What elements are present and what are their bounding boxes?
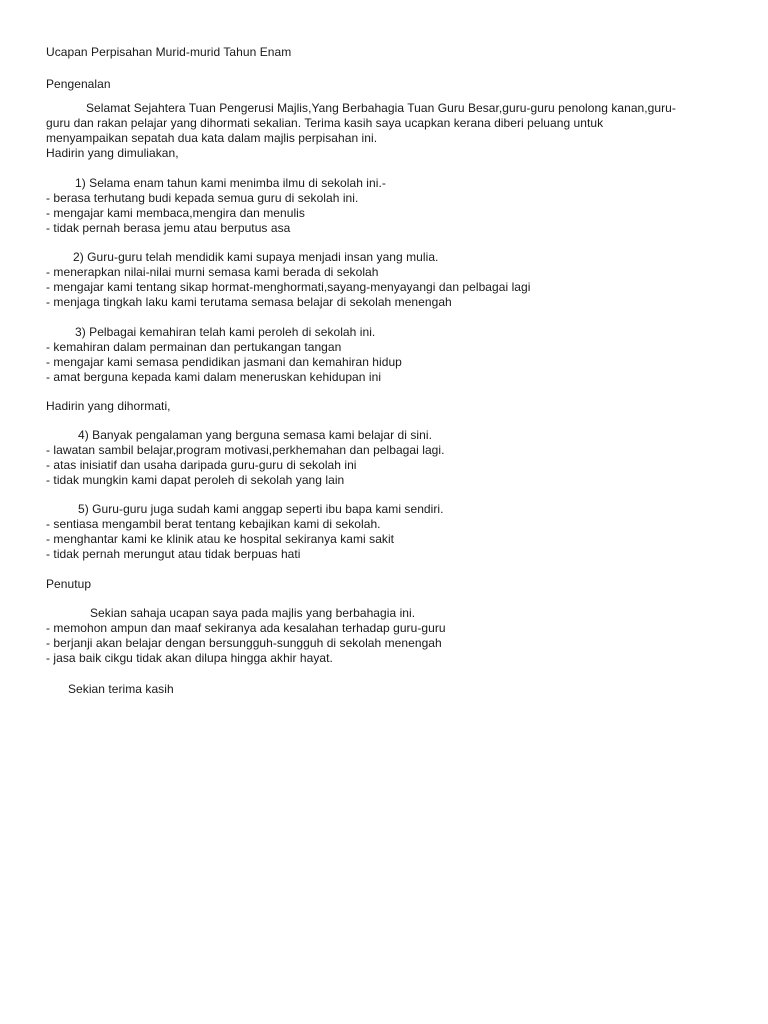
greeting-line: Hadirin yang dihormati, [46,399,171,413]
intro-paragraph-line: Selamat Sejahtera Tuan Pengerusi Majlis,Yang Berbahagia Tuan Guru Besar,guru-guru penolong kanan,guru- [86,101,676,115]
greeting-line: Hadirin yang dimuliakan, [46,146,179,160]
document-title: Ucapan Perpisahan Murid-murid Tahun Enam [46,45,292,59]
signoff-line: Sekian terima kasih [68,682,174,696]
closing-line: Sekian sahaja ucapan saya pada majlis yang berbahagia ini. [90,606,416,620]
list-item: - tidak mungkin kami dapat peroleh di sekolah yang lain [46,473,345,487]
list-item: - atas inisiatif dan usaha daripada guru-guru di sekolah ini [46,458,357,472]
intro-paragraph-line: guru dan rakan pelajar yang dihormati sekalian. Terima kasih saya ucapkan kerana diberi peluang untuk [46,116,604,130]
list-item: - lawatan sambil belajar,program motivasi,perkhemahan dan pelbagai lagi. [46,443,445,457]
point-heading: 5) Guru-guru juga sudah kami anggap seperti ibu bapa kami sendiri. [78,502,444,516]
list-item: - berasa terhutang budi kepada semua guru di sekolah ini. [46,191,359,205]
point-heading: 3) Pelbagai kemahiran telah kami peroleh di sekolah ini. [75,325,376,339]
list-item: - menerapkan nilai-nilai murni semasa kami berada di sekolah [46,265,379,279]
list-item: - mengajar kami membaca,mengira dan menulis [46,206,305,220]
list-item: - tidak pernah berasa jemu atau berputus asa [46,221,291,235]
list-item: - memohon ampun dan maaf sekiranya ada kesalahan terhadap guru-guru [46,621,446,635]
heading-intro: Pengenalan [46,77,111,91]
point-heading: 1) Selama enam tahun kami menimba ilmu di sekolah ini.- [75,176,386,190]
list-item: - mengajar kami tentang sikap hormat-menghormati,sayang-menyayangi dan pelbagai lagi [46,280,531,294]
list-item: - jasa baik cikgu tidak akan dilupa hingga akhir hayat. [46,651,333,665]
point-heading: 4) Banyak pengalaman yang berguna semasa kami belajar di sini. [78,428,432,442]
point-heading: 2) Guru-guru telah mendidik kami supaya menjadi insan yang mulia. [73,250,439,264]
list-item: - mengajar kami semasa pendidikan jasmani dan kemahiran hidup [46,355,402,369]
list-item: - menjaga tingkah laku kami terutama semasa belajar di sekolah menengah [46,295,452,309]
list-item: - amat berguna kepada kami dalam meneruskan kehidupan ini [46,370,382,384]
list-item: - menghantar kami ke klinik atau ke hospital sekiranya kami sakit [46,532,395,546]
list-item: - kemahiran dalam permainan dan pertukangan tangan [46,340,342,354]
list-item: - sentiasa mengambil berat tentang kebajikan kami di sekolah. [46,517,381,531]
list-item: - tidak pernah merungut atau tidak berpuas hati [46,547,301,561]
intro-paragraph-line: menyampaikan sepatah dua kata dalam majlis perpisahan ini. [46,131,378,145]
list-item: - berjanji akan belajar dengan bersungguh-sungguh di sekolah menengah [46,636,442,650]
heading-closing: Penutup [46,577,92,591]
